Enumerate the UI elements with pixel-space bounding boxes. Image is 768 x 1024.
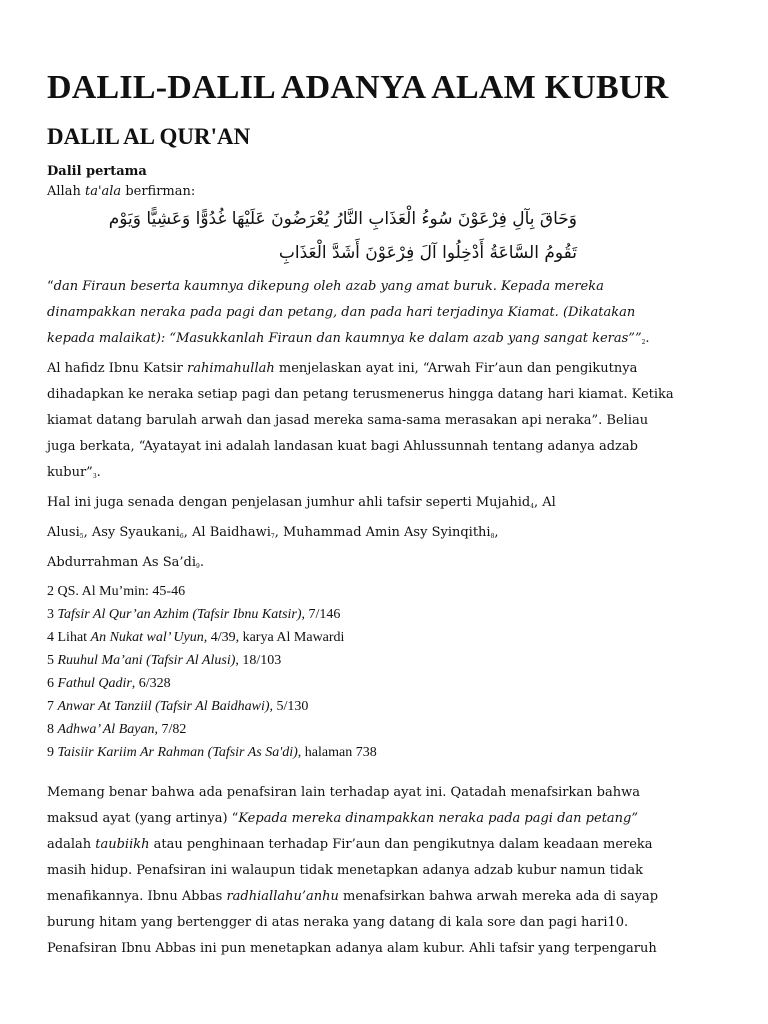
footnote-5: 5 Ruuhul Ma’ani (Tafsir Al Alusi), 18/103: [47, 653, 282, 668]
footnote-ref[interactable]: 6: [179, 533, 184, 540]
page-title: DALIL-DALIL ADANYA ALAM KUBUR: [47, 69, 669, 106]
firman-intro: Allah ta'ala berfirman:: [47, 184, 196, 199]
paragraph-ibnu-katsir: Al hafidz Ibnu Katsir rahimahullah menjelaskan ayat ini, “Arwah Fir’aun dan pengikutnya dihadapkan ke neraka setiap pagi dan petang terusmenerus hingga datang hari kiamat. Ketika kiamat datang barulah arwah dan jasad mereka sama-sama merasakan api neraka”. Beliau juga berkata, “Ayatayat ini adalah landasan kuat bagi Ahlussunnah tentang adanya adzab kubur”3.: [47, 361, 674, 480]
subsection-heading: Dalil pertama: [47, 164, 147, 179]
paragraph-jumhur: [47, 490, 679, 580]
section-heading: DALIL AL QUR'AN: [47, 124, 251, 149]
footnote-8: 8 Adhwa’ Al Bayan, 7/82: [47, 722, 187, 737]
paragraph-penafsiran-lain: Memang benar bahwa ada penafsiran lain terhadap ayat ini. Qatadah menafsirkan bahwa maksud ayat (yang artinya) “Kepada mereka dinampakkan neraka pada pagi dan petang” adalah taubiikh atau penghinaan terhadap Fir’aun dan pengikutnya dalam keadaan mereka masih hidup. Penafsiran ini walaupun tidak menetapkan adanya adzab kubur namun tidak menafikannya. Ibnu Abbas radhiallahu’anhu menafsirkan bahwa arwah mereka ada di sayap burung hitam yang bertengger di atas neraka yang datang di kala sore dan pagi hari10. Penafsiran Ibnu Abbas ini pun menetapkan adanya alam kubur. Ahli tafsir yang terpengaruh: [47, 785, 659, 956]
arabic-verse-line-1: وَحَاقَ بِآلِ فِرْعَوْنَ سُوءُ الْعَذَابِ النَّارُ يُعْرَضُونَ عَلَيْهَا غُدُوًّا وَعَشِيًّا وَيَوْم: [108, 209, 577, 229]
footnote-ref[interactable]: 4: [530, 503, 535, 510]
document-page: [47, 66, 679, 962]
footnote-ref[interactable]: 5: [79, 533, 84, 540]
footnote-ref[interactable]: 9: [196, 563, 200, 570]
spacer: [47, 764, 679, 780]
arabic-verse: [47, 202, 577, 270]
verse-translation: “dan Firaun beserta kaumnya dikepung oleh azab yang amat buruk. Kepada mereka dinampakkan neraka pada pagi dan petang, dan pada hari terjadinya Kiamat. (Dikatakan kepada malaikat): “Masukkanlah Firaun dan kaumnya ke dalam azab yang sangat keras””2.: [47, 279, 650, 346]
footnote-ref[interactable]: 3: [92, 473, 97, 480]
footnote-9: 9 Taisiir Kariim Ar Rahman (Tafsir As Sa'di), halaman 738: [47, 745, 377, 760]
paragraph-line: Hal ini juga senada dengan penjelasan jumhur ahli tafsir seperti Mujahid4, Al: [47, 495, 556, 510]
paragraph-line: Abdurrahman As Sa’di9.: [47, 555, 204, 570]
footnote-ref[interactable]: 8: [490, 533, 495, 540]
footnote-7: 7 Anwar At Tanziil (Tafsir Al Baidhawi), 5/130: [47, 699, 309, 714]
footnote-2: 2 QS. Al Mu’min: 45-46: [47, 584, 186, 599]
footnote-6: 6 Fathul Qadir, 6/328: [47, 676, 171, 691]
footnote-ref[interactable]: 7: [270, 533, 275, 540]
footnote-ref[interactable]: 2: [641, 339, 646, 346]
arabic-verse-line-2: تَقُومُ السَّاعَةُ أَدْخِلُوا آلَ فِرْعَوْنَ أَشَدَّ الْعَذَابِ: [278, 243, 577, 263]
paragraph-line: Alusi5, Asy Syaukani6, Al Baidhawi7, Muhammad Amin Asy Syinqithi8,: [47, 525, 499, 540]
footnotes: [47, 580, 679, 764]
footnote-3: 3 Tafsir Al Qur’an Azhim (Tafsir Ibnu Katsir), 7/146: [47, 607, 341, 622]
footnote-4: 4 Lihat An Nukat wal’ Uyun, 4/39, karya Al Mawardi: [47, 630, 345, 645]
